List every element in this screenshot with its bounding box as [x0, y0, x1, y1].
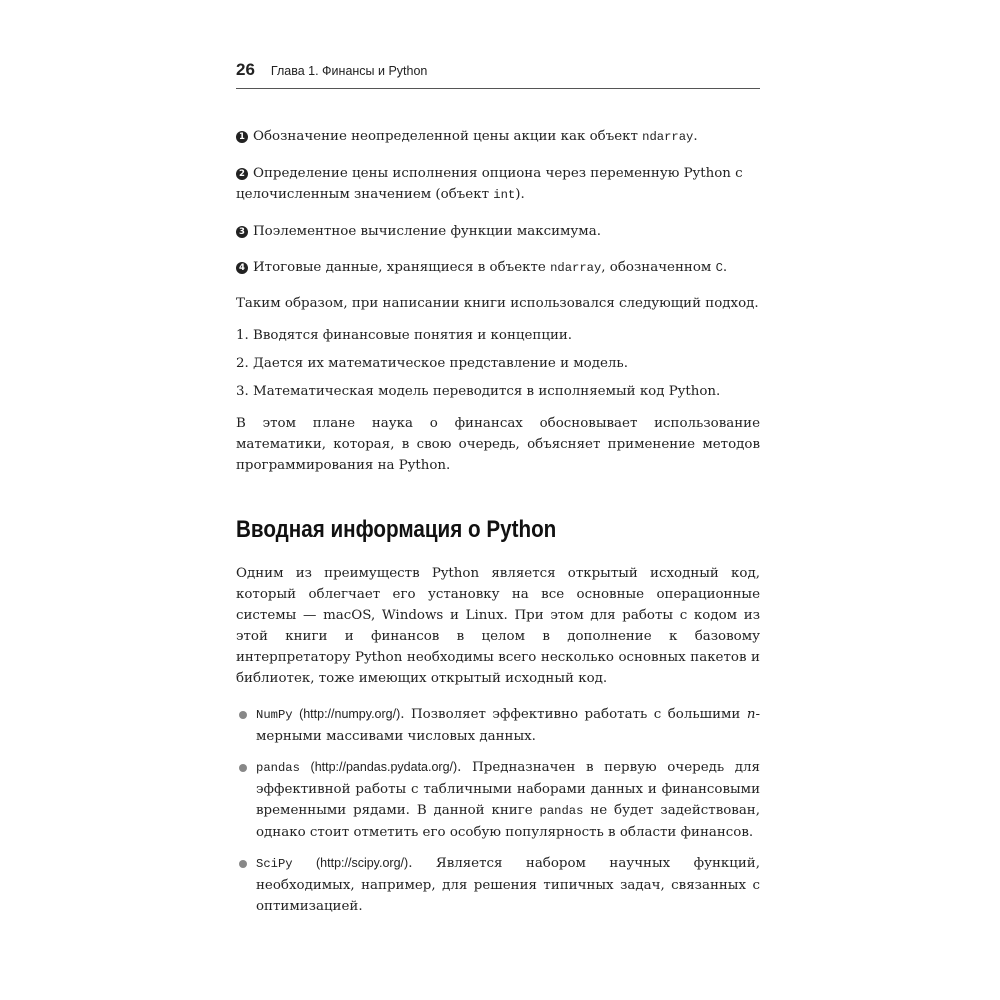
package-name: pandas [256, 761, 300, 775]
chapter-title: Глава 1. Финансы и Python [270, 64, 428, 78]
annotation-3: 3 Поэлементное вычисление функции максимума. [236, 221, 760, 242]
list-item: 1. Вводятся финансовые понятия и концепции. [236, 328, 573, 343]
callout-4-icon: 4 [236, 262, 248, 274]
list-item-scipy: SciPy (http://scipy.org/). Является набором научных функций, необходимых, например, для решения типичных задач, связанных с оптимизацией. [236, 853, 760, 917]
package-name: NumPy [256, 708, 293, 722]
inline-code: ndarray [642, 130, 694, 144]
bullet-icon [239, 764, 247, 772]
inline-code: ndarray [550, 261, 602, 275]
package-link[interactable]: (http://scipy.org/) [316, 856, 409, 870]
intro-paragraph: Таким образом, при написании книги использовался следующий подход. [236, 296, 759, 311]
inline-code: pandas [539, 804, 584, 818]
package-name: SciPy [256, 857, 293, 871]
section-heading: Вводная информация о Python [236, 516, 557, 543]
section-paragraph: Одним из преимуществ Python является открытый исходный код, который облегчает его установку на все основные операционные системы — macOS, Windows и Linux. При этом для работы с кодом из этой книги и финансов в целом в дополнение к базовому интерпретатору Python необходимы всего несколько основных пакетов и библиотек, тоже имеющих открытый исходный код. [236, 566, 760, 686]
package-list [236, 704, 760, 917]
list-item: 3. Математическая модель переводится в исполняемый код Python. [236, 384, 721, 399]
code-annotations [236, 126, 760, 279]
numbered-list [236, 325, 760, 402]
callout-2-icon: 2 [236, 168, 248, 180]
inline-code: C [715, 261, 723, 275]
page [236, 60, 760, 917]
bullet-icon [239, 860, 247, 868]
callout-1-icon: 1 [236, 131, 248, 143]
list-item: 2. Дается их математическое представление и модель. [236, 356, 628, 371]
package-link[interactable]: (http://numpy.org/) [299, 707, 401, 721]
running-header [236, 60, 760, 89]
inline-code: int [493, 188, 516, 202]
annotation-1: 1 Обозначение неопределенной цены акции как объект ndarray. [236, 126, 760, 148]
package-link[interactable]: (http://pandas.pydata.org/) [310, 760, 458, 774]
list-item-pandas: pandas (http://pandas.pydata.org/). Предназначен в первую очередь для эффективной работы с табличными наборами данных и финансовыми временными рядами. В данной книге pandas не будет задействован, однако стоит отметить его особую популярность в области финансов. [236, 757, 760, 843]
plan-paragraph: В этом плане наука о финансах обосновывает использование математики, которая, в свою очередь, объясняет применение методов программирования на Python. [236, 416, 760, 473]
annotation-4: 4 Итоговые данные, хранящиеся в объекте ndarray, обозначенном C. [236, 257, 760, 279]
list-item-numpy: NumPy (http://numpy.org/). Позволяет эффективно работать с большими n-мерными массивами числовых данных. [236, 704, 760, 747]
bullet-icon [239, 711, 247, 719]
page-number: 26 [236, 60, 255, 79]
callout-3-icon: 3 [236, 226, 248, 238]
annotation-2: 2 Определение цены исполнения опциона через переменную Python с целочисленным значением (объект int). [236, 166, 743, 202]
